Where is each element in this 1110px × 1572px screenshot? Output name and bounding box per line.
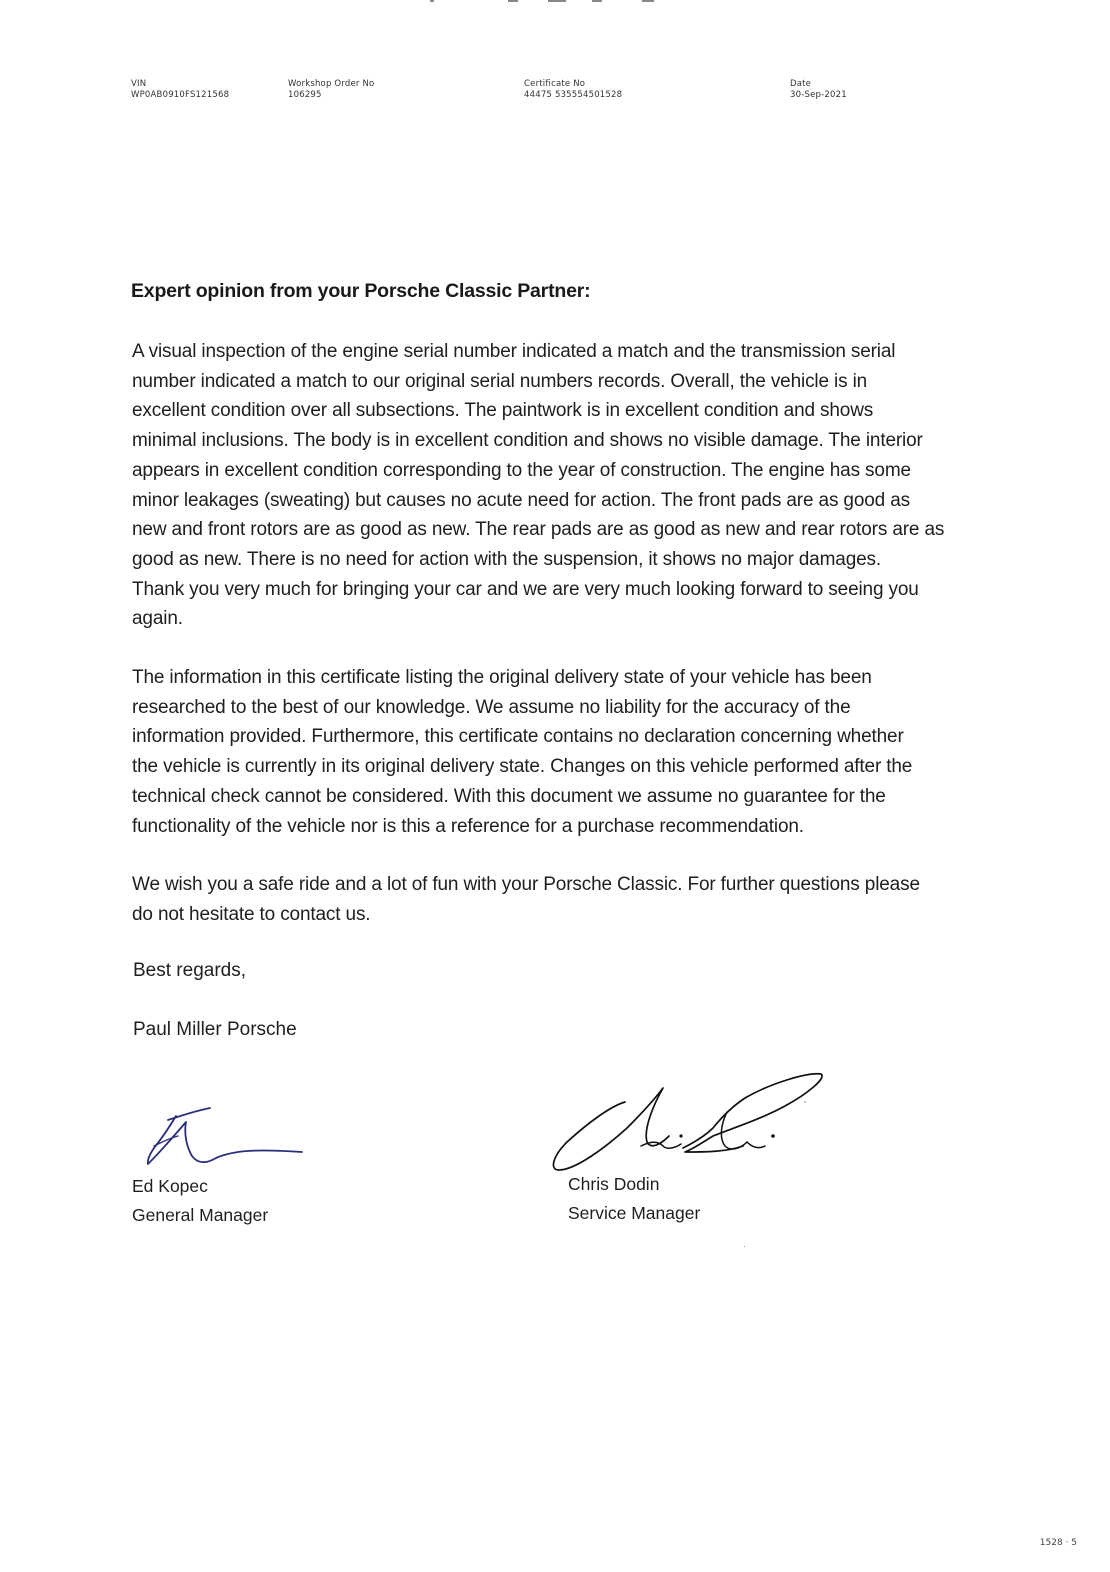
date-label: Date <box>790 79 812 89</box>
date-field <box>790 79 847 101</box>
date-value: 30-Sep-2021 <box>790 90 847 100</box>
paragraph-line: technical check cannot be considered. With this document we assume no guarantee for the <box>132 785 886 807</box>
signature-chris-dodin <box>545 1066 830 1178</box>
paragraph-line: again. <box>132 608 183 630</box>
paragraph-line: information provided. Furthermore, this certificate contains no declaration concerning whether <box>132 726 904 748</box>
signatory-right <box>568 1170 700 1227</box>
paragraph-line: do not hesitate to contact us. <box>132 903 371 925</box>
signatory-left <box>132 1172 268 1229</box>
paragraph-line: We wish you a safe ride and a lot of fun with your Porsche Classic. For further questions please <box>132 874 920 895</box>
paragraph-line: researched to the best of our knowledge. We assume no liability for the accuracy of the <box>132 696 851 718</box>
signature-ed-kopec <box>140 1102 310 1168</box>
paragraph-line: appears in excellent condition corresponding to the year of construction. The engine has some <box>132 459 911 481</box>
paragraph-line: number indicated a match to our original serial numbers records. Overall, the vehicle is in <box>132 370 868 392</box>
certificate-number-value: 44475 535554501528 <box>524 90 623 100</box>
closing-regards: Best regards, <box>133 960 246 981</box>
signatory-name: Ed Kopec <box>132 1176 208 1196</box>
paragraph-line: functionality of the vehicle nor is this a reference for a purchase recommendation. <box>132 815 804 837</box>
signatory-name: Chris Dodin <box>568 1174 660 1194</box>
company-name: Paul Miller Porsche <box>133 1019 297 1040</box>
paragraph-line: excellent condition over all subsections. The paintwork is in excellent condition and shows <box>132 400 874 422</box>
disclaimer-paragraph <box>132 663 982 841</box>
vin-value: WP0AB0910FS121568 <box>131 90 230 100</box>
paragraph-line: new and front rotors are as good as new. The rear pads are as good as new and rear rotors are as <box>132 519 945 541</box>
paragraph-line: the vehicle is currently in its original delivery state. Changes on this vehicle performed after the <box>132 756 913 778</box>
certificate-number-field <box>524 79 622 101</box>
paragraph-line: Thank you very much for bringing your car and we are very much looking forward to seeing you <box>132 578 919 600</box>
signatory-title: Service Manager <box>568 1202 701 1223</box>
workshop-order-field <box>288 79 374 101</box>
scan-speck <box>744 1246 745 1247</box>
page-heading: Expert opinion from your Porsche Classic Partner: <box>131 280 591 302</box>
page-reference: 1528 · 5 <box>1039 1538 1077 1548</box>
paragraph-line: minimal inclusions. The body is in excellent condition and shows no visible damage. The interior <box>132 430 923 452</box>
workshop-order-value: 106295 <box>288 90 322 100</box>
inspection-paragraph <box>132 337 982 634</box>
paragraph-line: good as new. There is no need for action with the suspension, it shows no major damages. <box>132 548 882 570</box>
wishes-paragraph <box>132 870 982 929</box>
paragraph-line: A visual inspection of the engine serial number indicated a match and the transmission serial <box>132 341 896 362</box>
vin-field <box>131 79 229 101</box>
vin-label: VIN <box>131 79 147 89</box>
paragraph-line: minor leakages (sweating) but causes no acute need for action. The front pads are as good as <box>132 489 910 511</box>
signatory-title: General Manager <box>132 1204 269 1225</box>
scan-artifact <box>420 0 660 4</box>
paragraph-line: The information in this certificate listing the original delivery state of your vehicle has been <box>132 667 872 688</box>
workshop-order-label: Workshop Order No <box>288 79 375 89</box>
certificate-number-label: Certificate No <box>524 79 586 89</box>
